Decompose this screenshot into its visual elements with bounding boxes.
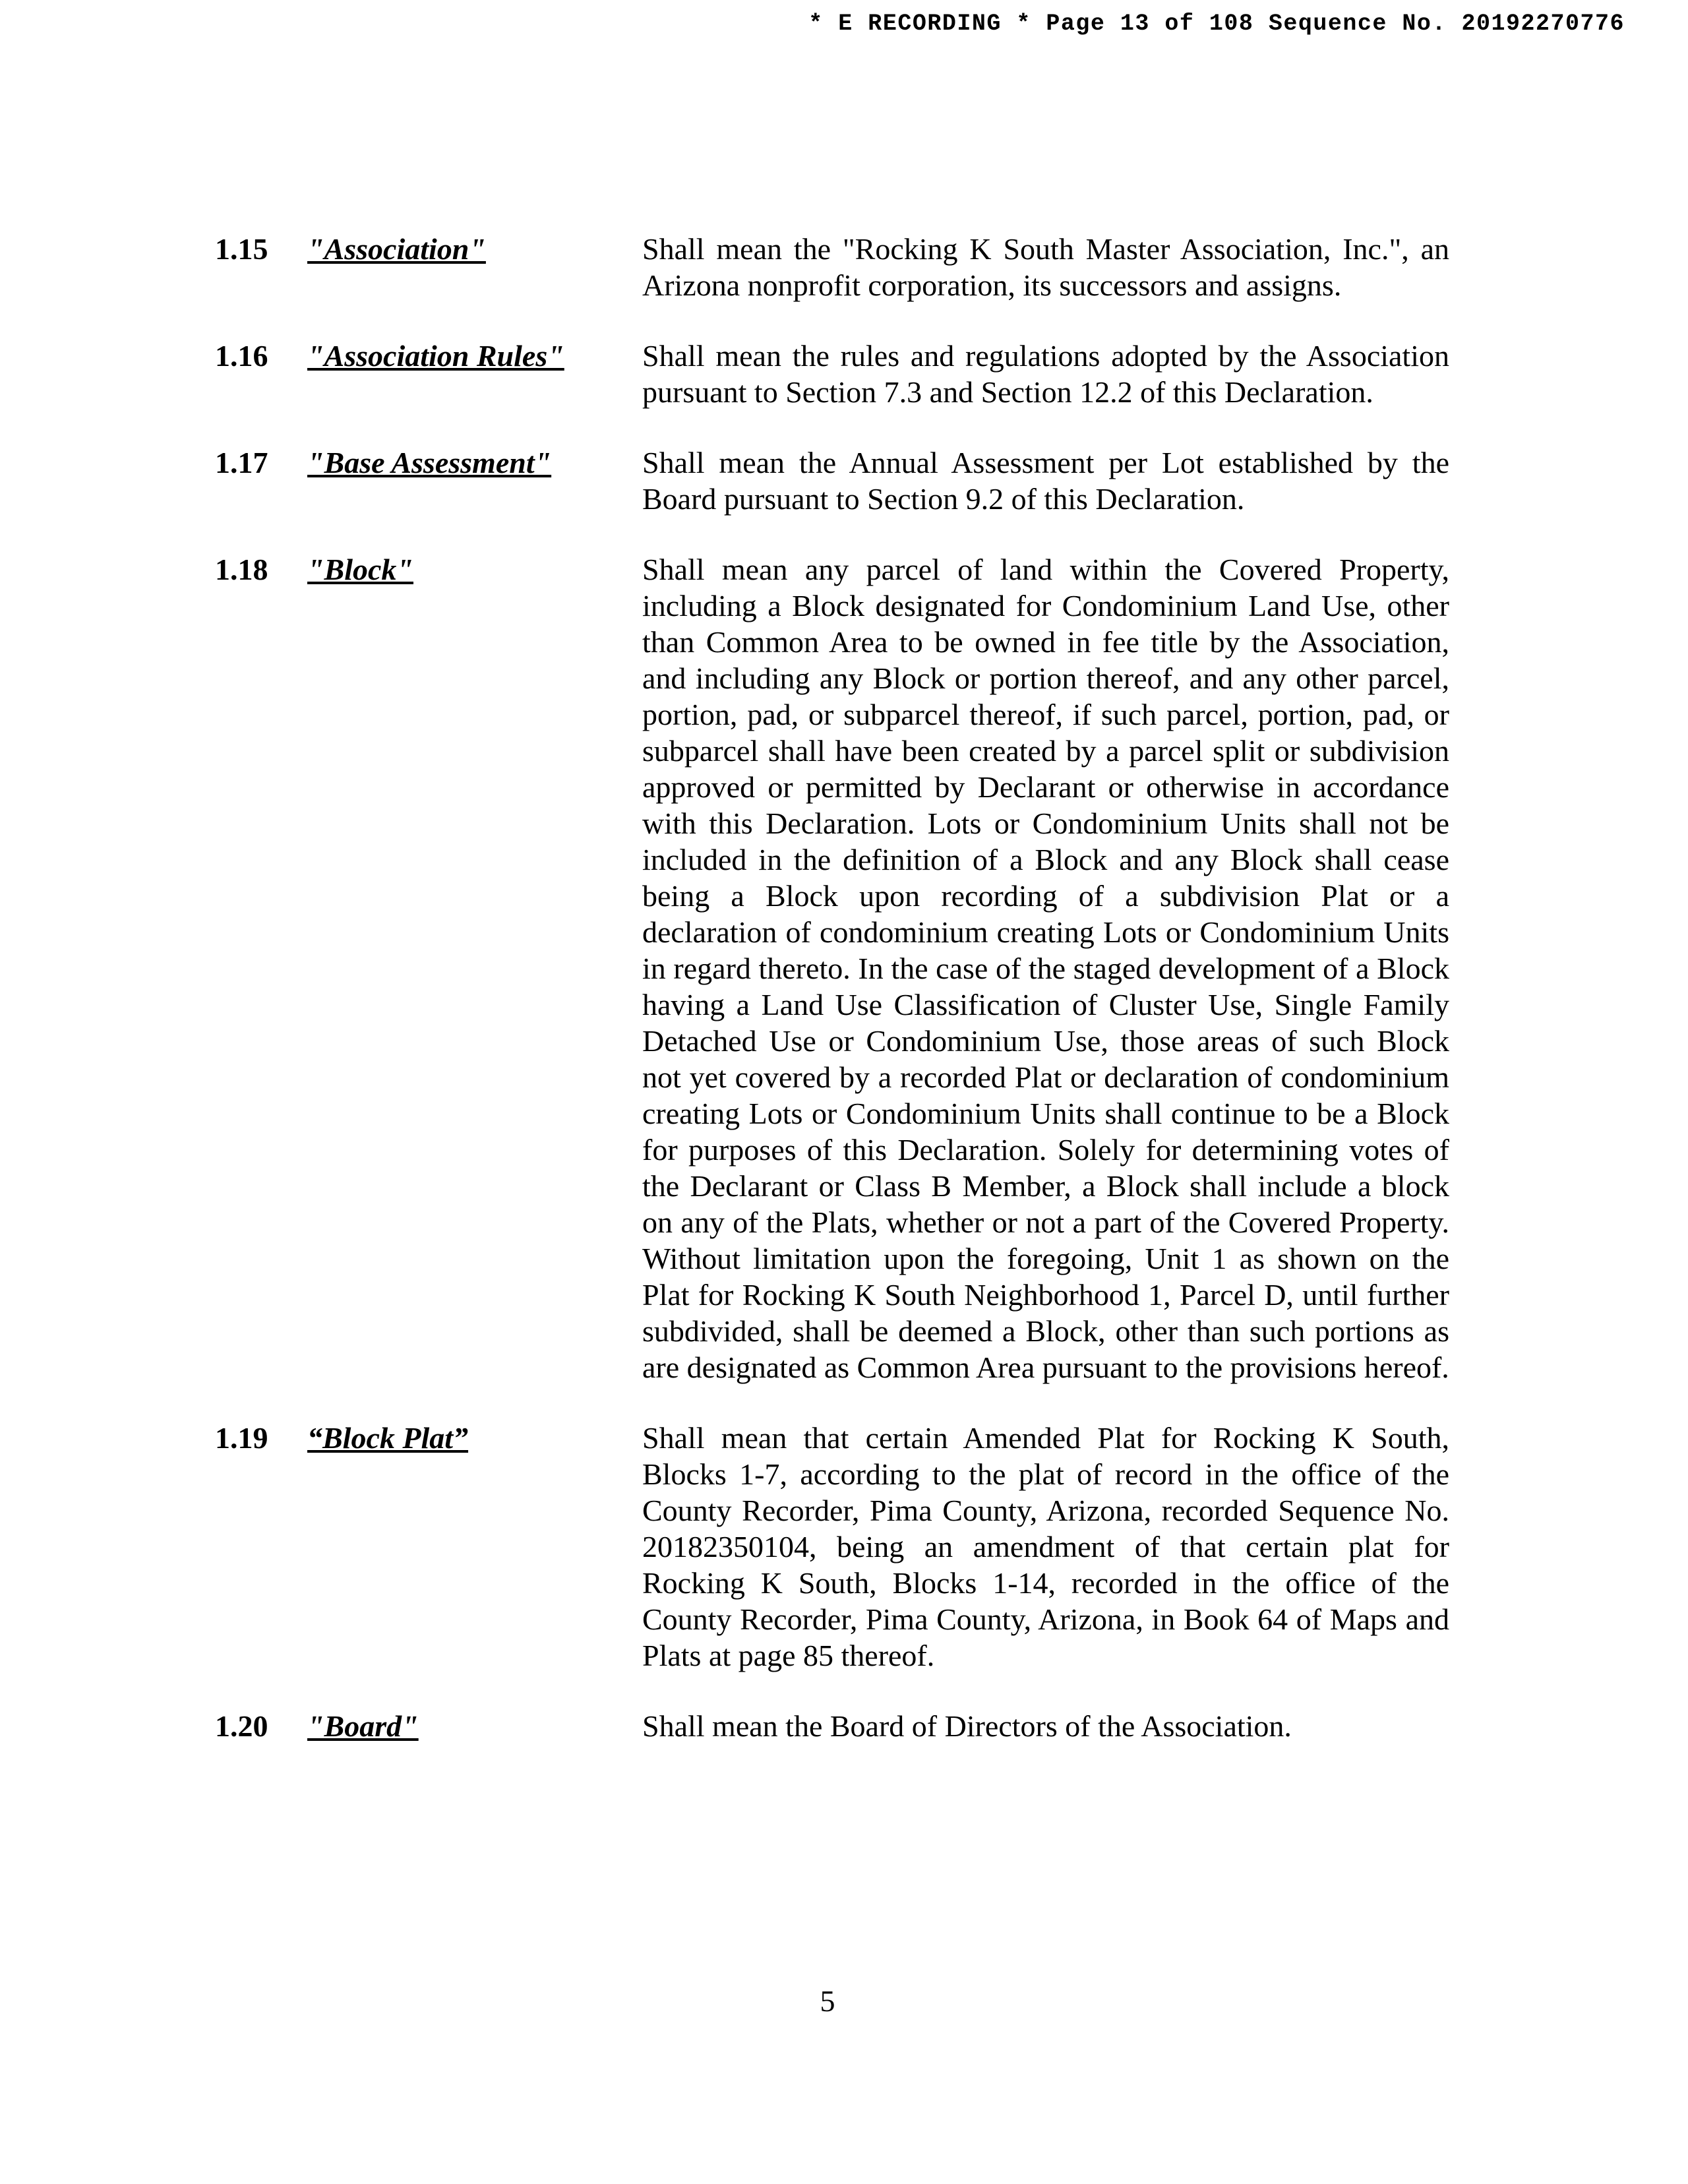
definition-1-18	[0, 551, 1688, 1385]
definition-1-16	[0, 338, 1688, 410]
recording-header: * E RECORDING * Page 13 of 108 Sequence No. 20192270776	[808, 11, 1625, 37]
definition-1-19	[0, 1420, 1688, 1674]
page-number: 5	[820, 1984, 835, 2018]
definition-term: "Base Assessment"	[307, 446, 552, 479]
definition-number: 1.19	[215, 1421, 268, 1455]
definition-text: Shall mean the rules and regulations adopted by the Association pursuant to Section 7.3 and Section 12.2 of this Declaration.	[642, 339, 1449, 409]
definition-text: Shall mean any parcel of land within the Covered Property, including a Block designated for Condominium Land Use, other than Common Area to be owned in fee title by the Association, and including any Block or portion thereof, and any other parcel, portion, pad, or subparcel thereof, if such parcel, portion, pad, or subparcel shall have been created by a parcel split or subdivision approved or permitted by Declarant or otherwise in accordance with this Declaration. Lots or Condominium Units shall not be included in the definition of a Block and any Block shall cease being a Block upon recording of a subdivision Plat or a declaration of condominium creating Lots or Condominium Units in regard thereto. In the case of the staged development of a Block having a Land Use Classification of Cluster Use, Single Family Detached Use or Condominium Use, those areas of such Block not yet covered by a recorded Plat or declaration of condominium creating Lots or Condominium Units shall continue to be a Block for purposes of this Declaration. Solely for determining votes of the Declarant or Class B Member, a Block shall include a block on any of the Plats, whether or not a part of the Covered Property. Without limitation upon the foregoing, Unit 1 as shown on the Plat for Rocking K South Neighborhood 1, Parcel D, until further subdivided, shall be deemed a Block, other than such portions as are designated as Common Area pursuant to the provisions hereof.	[642, 553, 1449, 1384]
definitions-list	[0, 231, 1688, 1778]
definition-1-20	[0, 1708, 1688, 1744]
definition-text: Shall mean the "Rocking K South Master Association, Inc.", an Arizona nonprofit corporation, its successors and assigns.	[642, 232, 1449, 302]
definition-text: Shall mean the Annual Assessment per Lot established by the Board pursuant to Section 9.2 of this Declaration.	[642, 446, 1449, 516]
definition-term: "Board"	[307, 1709, 419, 1743]
definition-text: Shall mean that certain Amended Plat for Rocking K South, Blocks 1-7, according to the plat of record in the office of the County Recorder, Pima County, Arizona, recorded Sequence No. 20182350104, being an amendment of that certain plat for Rocking K South, Blocks 1-14, recorded in the office of the County Recorder, Pima County, Arizona, in Book 64 of Maps and Plats at page 85 thereof.	[642, 1421, 1449, 1672]
definition-1-15	[0, 231, 1688, 303]
definition-number: 1.16	[215, 339, 268, 373]
definition-number: 1.20	[215, 1709, 268, 1743]
definition-text: Shall mean the Board of Directors of the Association.	[642, 1709, 1292, 1743]
definition-1-17	[0, 444, 1688, 517]
definition-term: “Block Plat”	[307, 1421, 469, 1455]
definition-term: "Block"	[307, 553, 413, 586]
definition-number: 1.15	[215, 232, 268, 266]
definition-number: 1.18	[215, 553, 268, 586]
definition-term: "Association"	[307, 232, 486, 266]
definition-number: 1.17	[215, 446, 268, 479]
definition-term: "Association Rules"	[307, 339, 564, 373]
